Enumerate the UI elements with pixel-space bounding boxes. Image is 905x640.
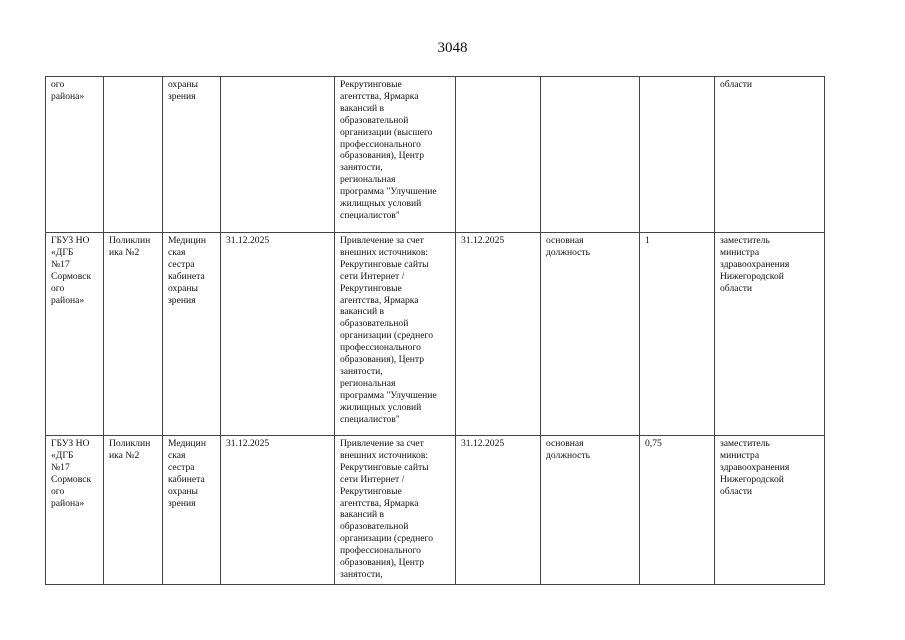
cell-due-date bbox=[221, 77, 335, 233]
cell-position: Медицин ская сестра кабинета охраны зрения bbox=[163, 436, 221, 585]
cell-recruitment-method: Привлечение за счет внешних источников: Рекрутинговые сайты сети Интернет / Рекрутинговые агентства, Ярмарка вакансий в образовательной организации (среднего профессионального образования), Центр занятости, региональная программа "Улучшение жилищных условий специалистов" bbox=[335, 233, 456, 436]
staffing-table bbox=[45, 76, 825, 585]
table-row bbox=[46, 77, 825, 233]
cell-recruitment-method: Привлечение за счет внешних источников: Рекрутинговые сайты сети Интернет / Рекрутинговые агентства, Ярмарка вакансий в образовательной организации (среднего профессионального образования), Центр занятости, bbox=[335, 436, 456, 585]
table-row bbox=[46, 436, 825, 585]
cell-post-type: основная должность bbox=[541, 233, 640, 436]
cell-position: охраны зрения bbox=[163, 77, 221, 233]
cell-responsible: заместитель министра здравоохранения Нижегородской области bbox=[715, 233, 825, 436]
cell-organization: ГБУЗ НО «ДГБ №17 Сормовск ого района» bbox=[46, 436, 104, 585]
cell-rate: 0,75 bbox=[640, 436, 715, 585]
cell-due-date: 31.12.2025 bbox=[221, 233, 335, 436]
cell-recruitment-method: Рекрутинговые агентства, Ярмарка вакансий в образовательной организации (высшего профессионального образования), Центр занятости, региональная программа "Улучшение жилищных условий специалистов" bbox=[335, 77, 456, 233]
cell-unit bbox=[104, 77, 163, 233]
cell-rate bbox=[640, 77, 715, 233]
cell-responsible: области bbox=[715, 77, 825, 233]
cell-organization: ГБУЗ НО «ДГБ №17 Сормовск ого района» bbox=[46, 233, 104, 436]
cell-date bbox=[456, 77, 541, 233]
cell-unit: Поликлин ика №2 bbox=[104, 233, 163, 436]
cell-position: Медицин ская сестра кабинета охраны зрения bbox=[163, 233, 221, 436]
cell-post-type bbox=[541, 77, 640, 233]
cell-unit: Поликлин ика №2 bbox=[104, 436, 163, 585]
cell-organization: ого района» bbox=[46, 77, 104, 233]
cell-responsible: заместитель министра здравоохранения Нижегородской области bbox=[715, 436, 825, 585]
page-number: 3048 bbox=[437, 40, 468, 56]
table-row bbox=[46, 233, 825, 436]
cell-due-date: 31.12.2025 bbox=[221, 436, 335, 585]
cell-date: 31.12.2025 bbox=[456, 436, 541, 585]
cell-rate: 1 bbox=[640, 233, 715, 436]
cell-date: 31.12.2025 bbox=[456, 233, 541, 436]
cell-post-type: основная должность bbox=[541, 436, 640, 585]
